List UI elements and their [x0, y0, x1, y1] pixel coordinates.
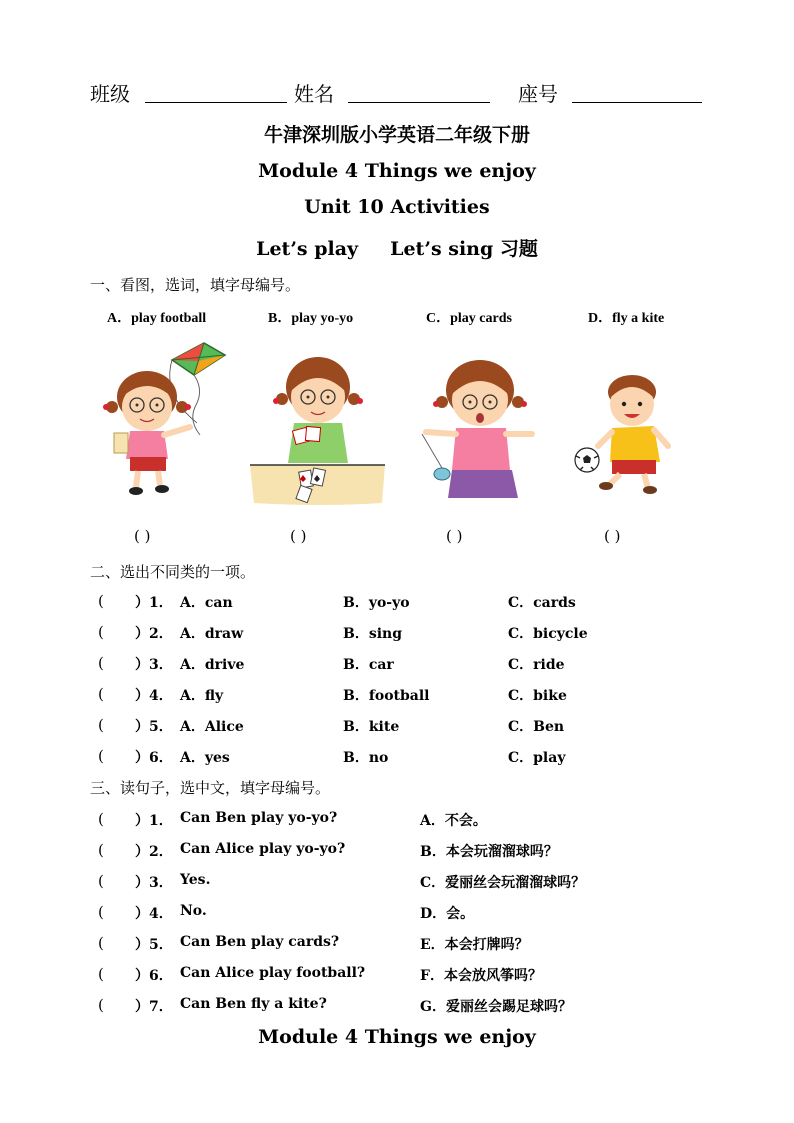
s1-option-d: D．fly a kite — [588, 311, 665, 326]
s3-question: Can Ben fly a kite? — [180, 996, 327, 1012]
s3-question: Can Alice play football? — [180, 965, 366, 981]
footer-module-title: Module 4 Things we enjoy — [258, 1026, 536, 1048]
s2-number: ）2． — [135, 626, 173, 642]
seat-label: 座号 — [518, 82, 558, 106]
s3-answer: B．本会玩溜溜球吗？ — [420, 844, 558, 860]
s2-row-1 — [0, 592, 794, 614]
s2-number: ）1． — [135, 595, 173, 611]
s2-number: ）6． — [135, 750, 173, 766]
s2-option-b: B．sing — [343, 626, 403, 642]
book-title: 牛津深圳版小学英语二年级下册 — [263, 124, 530, 146]
s2-option-c: C．bicycle — [508, 626, 588, 642]
s2-number: ）5． — [135, 719, 173, 735]
answer-blank[interactable]: ( — [98, 841, 104, 859]
s2-option-b: B．car — [343, 657, 394, 673]
s3-number: ）7． — [135, 999, 173, 1015]
s3-question: Can Alice play yo-yo? — [180, 841, 346, 857]
s2-option-c: C．bike — [508, 688, 567, 704]
s3-number: ）6． — [135, 968, 173, 984]
section3-heading: 三、读句子，选中文，填字母编号。 — [90, 779, 331, 797]
girl-playing-cards-image — [250, 345, 390, 505]
class-label: 班级 — [90, 82, 130, 106]
s2-option-b: B．kite — [343, 719, 400, 735]
answer-blank[interactable]: ( — [98, 654, 104, 672]
s2-option-c: C．ride — [508, 657, 565, 673]
answer-blank[interactable]: ( — [98, 965, 104, 983]
answer-blank[interactable]: ( — [98, 903, 104, 921]
s2-row-6 — [0, 747, 794, 769]
s3-number: ）2． — [135, 844, 173, 860]
s2-row-5 — [0, 716, 794, 738]
lesson-a: Let’s play — [256, 238, 359, 260]
girl-with-yoyo-image — [408, 352, 548, 502]
name-label: 姓名 — [294, 82, 334, 106]
answer-blank[interactable]: ( — [98, 623, 104, 641]
s2-option-b: B．no — [343, 750, 389, 766]
s3-answer: G．爱丽丝会踢足球吗？ — [420, 999, 572, 1015]
s2-row-3 — [0, 654, 794, 676]
s3-question: Can Ben play cards? — [180, 934, 340, 950]
seat-blank[interactable] — [572, 80, 702, 103]
s2-number: ）4． — [135, 688, 173, 704]
s3-number: ）3． — [135, 875, 173, 891]
section1-heading: 一、看图，选词，填字母编号。 — [90, 276, 301, 294]
s3-number: ）5． — [135, 937, 173, 953]
s1-option-c: C．play cards — [426, 311, 512, 326]
answer-blank[interactable]: ( — [98, 685, 104, 703]
answer-blank[interactable]: ( — [98, 872, 104, 890]
section2-heading: 二、选出不同类的一项。 — [90, 563, 256, 581]
s3-answer: E．本会打牌吗？ — [420, 937, 529, 953]
answer-blank[interactable]: ( — [98, 810, 104, 828]
s1-blank-1[interactable]: ( ) — [134, 527, 151, 545]
s2-option-a: A．fly — [180, 688, 224, 704]
s1-option-b: B．play yo-yo — [268, 311, 354, 326]
s2-option-a: A．draw — [180, 626, 244, 642]
s3-row-6 — [0, 965, 794, 987]
s3-question: No. — [180, 903, 207, 919]
s1-option-a: A．play football — [107, 311, 207, 326]
s1-blank-2[interactable]: ( ) — [290, 527, 307, 545]
s3-answer: F．本会放风筝吗？ — [420, 968, 542, 984]
answer-blank[interactable]: ( — [98, 996, 104, 1014]
s3-row-3 — [0, 872, 794, 894]
s2-row-2 — [0, 623, 794, 645]
s3-row-2 — [0, 841, 794, 863]
s3-answer: C．爱丽丝会玩溜溜球吗？ — [420, 875, 586, 891]
s3-number: ）1． — [135, 813, 173, 829]
s3-question: Can Ben play yo-yo? — [180, 810, 338, 826]
s2-option-a: A．can — [180, 595, 233, 611]
s2-option-b: B．yo-yo — [343, 595, 410, 611]
s3-row-5 — [0, 934, 794, 956]
s2-number: ）3． — [135, 657, 173, 673]
module-title: Module 4 Things we enjoy — [258, 160, 536, 182]
lesson-title — [0, 234, 794, 261]
s2-option-a: A．Alice — [180, 719, 244, 735]
lesson-b: Let’s sing 习题 — [390, 238, 538, 260]
s3-row-4 — [0, 903, 794, 925]
s3-row-1 — [0, 810, 794, 832]
s3-number: ）4． — [135, 906, 173, 922]
class-blank[interactable] — [145, 80, 287, 103]
s2-row-4 — [0, 685, 794, 707]
unit-title: Unit 10 Activities — [304, 196, 490, 218]
s2-option-c: C．cards — [508, 595, 576, 611]
s2-option-c: C．play — [508, 750, 566, 766]
name-blank[interactable] — [348, 80, 490, 103]
girl-flying-kite-image — [92, 335, 232, 500]
answer-blank[interactable]: ( — [98, 747, 104, 765]
s1-blank-4[interactable]: ( ) — [604, 527, 621, 545]
answer-blank[interactable]: ( — [98, 592, 104, 610]
s3-answer: D．会。 — [420, 906, 475, 922]
boy-playing-football-image — [570, 370, 680, 495]
s2-option-a: A．yes — [180, 750, 230, 766]
s3-question: Yes. — [180, 872, 211, 888]
s2-option-c: C．Ben — [508, 719, 565, 735]
s3-row-7 — [0, 996, 794, 1018]
answer-blank[interactable]: ( — [98, 716, 104, 734]
s1-blank-3[interactable]: ( ) — [446, 527, 463, 545]
s2-option-b: B．football — [343, 688, 430, 704]
s2-option-a: A．drive — [180, 657, 245, 673]
s3-answer: A．不会。 — [420, 813, 487, 829]
answer-blank[interactable]: ( — [98, 934, 104, 952]
